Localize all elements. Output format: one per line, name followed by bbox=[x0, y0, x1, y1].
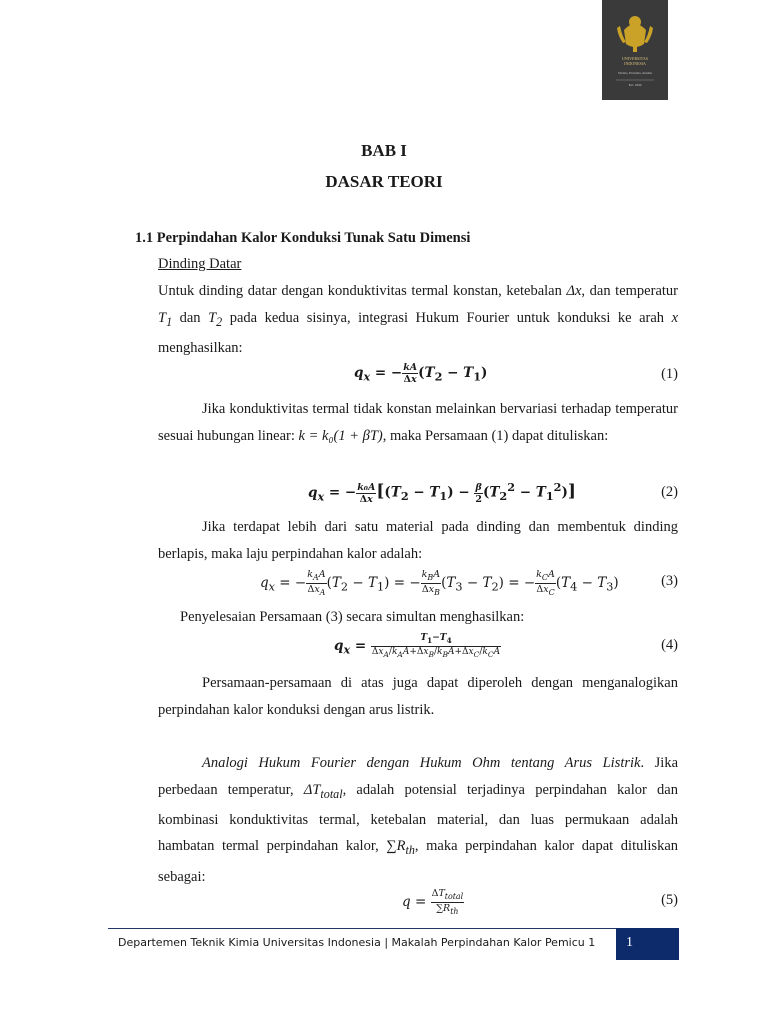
equation-number: (4) bbox=[661, 637, 678, 653]
equation-number: (3) bbox=[661, 573, 678, 589]
equation-number: (2) bbox=[661, 484, 678, 500]
footer-divider bbox=[108, 928, 618, 929]
makara-emblem-icon bbox=[602, 0, 668, 100]
svg-text:Est. 1849: Est. 1849 bbox=[628, 83, 642, 87]
equation-number: (1) bbox=[661, 366, 678, 382]
chapter-title: DASAR TEORI bbox=[325, 172, 443, 191]
footer-text: Departemen Teknik Kimia Universitas Indonesia | Makalah Perpindahan Kalor Pemicu 1 bbox=[118, 936, 596, 949]
subsection-heading: Dinding Datar bbox=[158, 256, 242, 272]
equation-number: (5) bbox=[661, 892, 678, 908]
page-number: 1 bbox=[616, 928, 679, 960]
equation-1: $q_x$ = − $\frac{kA}{\Delta x}$ $(T_2 - T_1)$ (1) bbox=[354, 362, 678, 385]
svg-text:INDONESIA: INDONESIA bbox=[624, 61, 646, 66]
chapter-number: BAB I bbox=[361, 141, 407, 160]
section-heading: 1.1 Perpindahan Kalor Konduksi Tunak Satu Dimensi bbox=[135, 230, 471, 246]
equation-4: $q_x$ = $\frac{T_1-T_4}{\Delta x_A/k_AA+\Delta x_B/k_BA+\Delta x_C/k_CA}$ (4) bbox=[334, 633, 678, 659]
university-logo bbox=[602, 0, 668, 100]
paragraph-simultaneous: Penyelesaian Persamaan (3) secara simultan menghasilkan: bbox=[180, 609, 525, 625]
equation-3: $q_x$ = − $\frac{k_AA}{\Delta x_A}$ $(T_2 - T_1)$ = − $\frac{k_BA}{\Delta x_B}$ $(T_3 - T_2)$ = − $\frac{k_CA}{\Delta x_C}$ $(T_4 - T_3)$ (3) bbox=[260, 569, 678, 597]
paragraph-intro: Untuk dinding datar dengan konduktivitas termal konstan, ketebalan Δx, dan temperatur $T_1$ dan $T_2$ pada kedua sisinya, integrasi Hukum Fourier untuk konduksi ke arah x menghasilkan: bbox=[158, 283, 679, 356]
equation-2: $q_x$ = − $\frac{\text{k₀A}}{\Delta x}$ [$(T_2 - T_1)$ − $\frac{\beta}{2}$ $(T_2^2 - T_1^2)$] (2) bbox=[308, 480, 678, 505]
equation-5: q = $\frac{\Delta T_{total}}{\sum R_{th}}$ (5) bbox=[402, 888, 678, 916]
paragraph-analogy: Persamaan-persamaan di atas juga dapat diperoleh dengan menganalogikan perpindahan kalor konduksi dengan arus listrik. bbox=[158, 675, 678, 718]
svg-text:Veritas, Probitas, Iustitia: Veritas, Probitas, Iustitia bbox=[618, 71, 652, 75]
svg-text:UNIVERSITAS: UNIVERSITAS bbox=[622, 56, 648, 61]
paragraph-layered-wall: Jika terdapat lebih dari satu material pada dinding dan membentuk dinding berlapis, maka laju perpindahan kalor adalah: bbox=[158, 519, 678, 562]
paragraph-ohm-analogy: Analogi Hukum Fourier dengan Hukum Ohm tentang Arus Listrik. Jika perbedaan temperatur, $\Delta T_{total}$, adalah potensial terjadinya perpindahan kalor dan kombinasi konduktivitas termal, ketebalan material, dan luas permukaan adalah hambatan termal perpindahan kalor, $\sum R_{th}$, maka perpindahan kalor dapat dituliskan sebagai: bbox=[158, 755, 679, 885]
paragraph-variable-k: Jika konduktivitas termal tidak konstan melainkan bervariasi terhadap temperatur sesuai hubungan linear: k = k₀(1 + βT), maka Persamaan (1) dapat dituliskan: bbox=[158, 401, 678, 444]
